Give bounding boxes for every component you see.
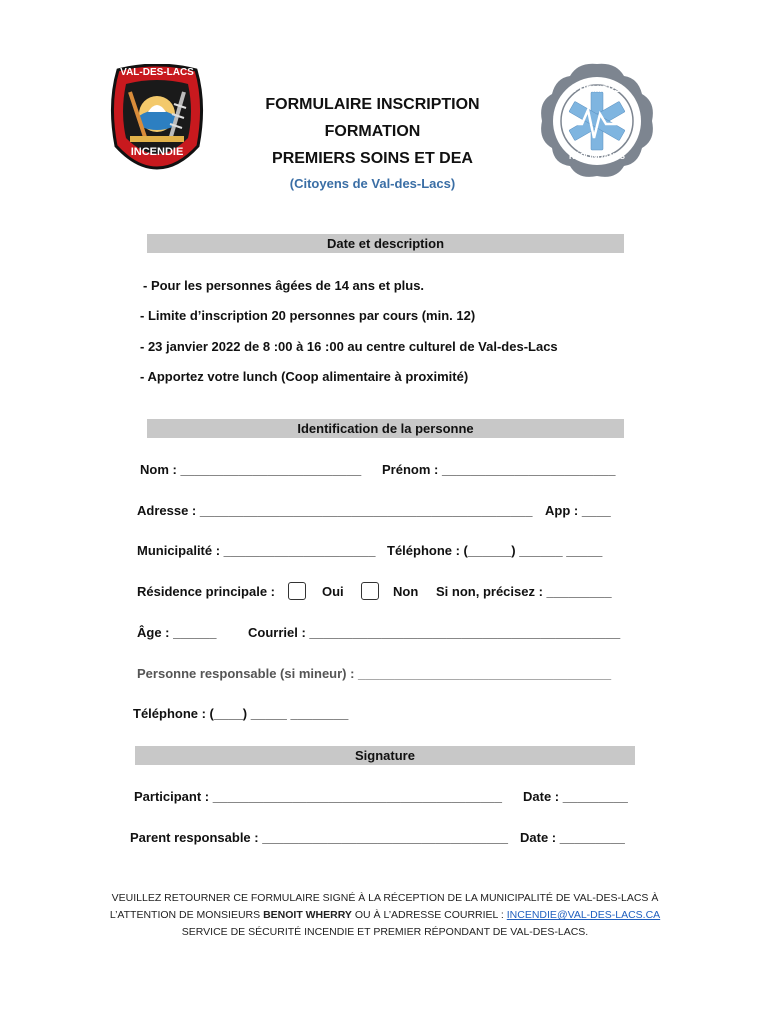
non-label: Non (393, 584, 419, 599)
telephone-responsable-field[interactable]: Téléphone : (____) _____ ________ (133, 706, 349, 721)
section-heading-identification: Identification de la personne (147, 419, 624, 438)
fire-department-logo (108, 64, 206, 170)
residence-label: Résidence principale : (137, 584, 275, 599)
first-responders-logo (538, 62, 656, 180)
courriel-field[interactable]: Courriel : ___________________________________________ (248, 625, 621, 640)
age-field[interactable]: Âge : ______ (137, 625, 217, 640)
section-heading-date: Date et description (147, 234, 624, 253)
footer-contact-name: BENOIT WHERRY (263, 909, 352, 921)
app-field[interactable]: App : ____ (545, 503, 611, 518)
title-line-3: PREMIERS SOINS ET DEA (272, 150, 473, 167)
municipalite-field[interactable]: Municipalité : _____________________ (137, 543, 376, 558)
footer-line-2 (95, 907, 675, 924)
footer-line-2-pre: L’ATTENTION DE MONSIEURS (109, 909, 264, 921)
logo-left-text-top: VAL-DES-LACS (120, 67, 194, 78)
section-heading-signature: Signature (135, 746, 635, 765)
description-line-2: - Limite d’inscription 20 personnes par cours (min. 12) (140, 308, 476, 323)
logo-right-text-bottom: RÉPONDANTS (568, 152, 625, 161)
parent-signature-field[interactable]: Parent responsable : __________________________________ (130, 830, 509, 845)
participant-date-field[interactable]: Date : _________ (523, 789, 628, 804)
description-line-4: - Apportez votre lunch (Coop alimentaire à proximité) (140, 369, 469, 384)
si-non-field[interactable]: Si non, précisez : _________ (436, 584, 612, 599)
oui-checkbox[interactable] (288, 582, 306, 600)
description-line-1: - Pour les personnes âgées de 14 ans et plus. (143, 278, 425, 293)
nom-field[interactable]: Nom : _________________________ (140, 462, 362, 477)
participant-signature-field[interactable]: Participant : ________________________________________ (134, 789, 502, 804)
parent-date-field[interactable]: Date : _________ (520, 830, 625, 845)
telephone-field[interactable]: Téléphone : (______) ______ _____ (387, 543, 603, 558)
title-line-2: FORMATION (324, 123, 421, 140)
footer-email-link[interactable]: INCENDIE@VAL-DES-LACS.CA (506, 909, 661, 921)
footer-line-1: VEUILLEZ RETOURNER CE FORMULAIRE SIGNÉ À LA RÉCEPTION DE LA MUNICIPALITÉ DE VAL-DES-LACS À (111, 892, 659, 904)
title-line-1: FORMULAIRE INSCRIPTION (265, 96, 480, 113)
oui-label: Oui (322, 584, 344, 599)
responsable-field[interactable]: Personne responsable (si mineur) : ___________________________________ (137, 666, 612, 681)
footer-line-3: SERVICE DE SÉCURITÉ INCENDIE ET PREMIER RÉPONDANT DE VAL-DES-LACS. (181, 926, 589, 938)
prenom-field[interactable]: Prénom : ________________________ (382, 462, 616, 477)
adresse-field[interactable]: Adresse : ______________________________________________ (137, 503, 533, 518)
logo-left-text-bottom: INCENDIE (130, 146, 184, 158)
non-checkbox[interactable] (361, 582, 379, 600)
subtitle: (Citoyens de Val-des-Lacs) (289, 176, 456, 191)
description-line-3: - 23 janvier 2022 de 8 :00 à 16 :00 au centre culturel de Val-des-Lacs (140, 339, 558, 354)
logo-right-text-top: PREMIERS (573, 84, 621, 94)
footer-line-2-mid: OU À L’ADRESSE COURRIEL : (351, 909, 507, 921)
